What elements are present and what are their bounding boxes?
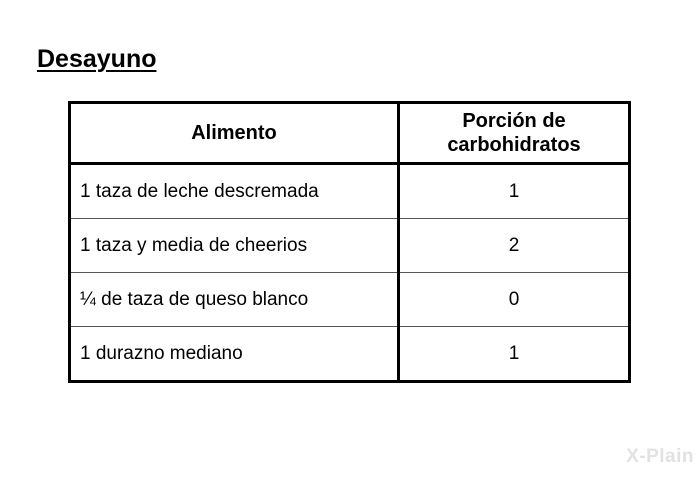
food-table: [68, 101, 631, 383]
portion-cell: 0: [399, 273, 630, 327]
column-header-portion-line1: Porción de: [462, 110, 566, 132]
portion-cell: 2: [399, 219, 630, 273]
column-header-food: Alimento: [70, 103, 399, 164]
food-cell: 1 taza y media de cheerios: [70, 219, 399, 273]
column-header-portion: [399, 103, 630, 164]
portion-cell: 1: [399, 164, 630, 219]
table-row: [70, 327, 630, 382]
table-header-row: [70, 103, 630, 164]
table-row: [70, 164, 630, 219]
column-header-portion-line2: carbohidratos: [447, 134, 581, 156]
portion-cell: 1: [399, 327, 630, 382]
food-cell: 1 taza de leche descremada: [70, 164, 399, 219]
food-cell: 1 durazno mediano: [70, 327, 399, 382]
food-cell: ¼ de taza de queso blanco: [70, 273, 399, 327]
x-plain-logo: X-Plain: [626, 446, 694, 467]
page-title: Desayuno: [37, 45, 157, 73]
table-row: [70, 219, 630, 273]
table-row: [70, 273, 630, 327]
